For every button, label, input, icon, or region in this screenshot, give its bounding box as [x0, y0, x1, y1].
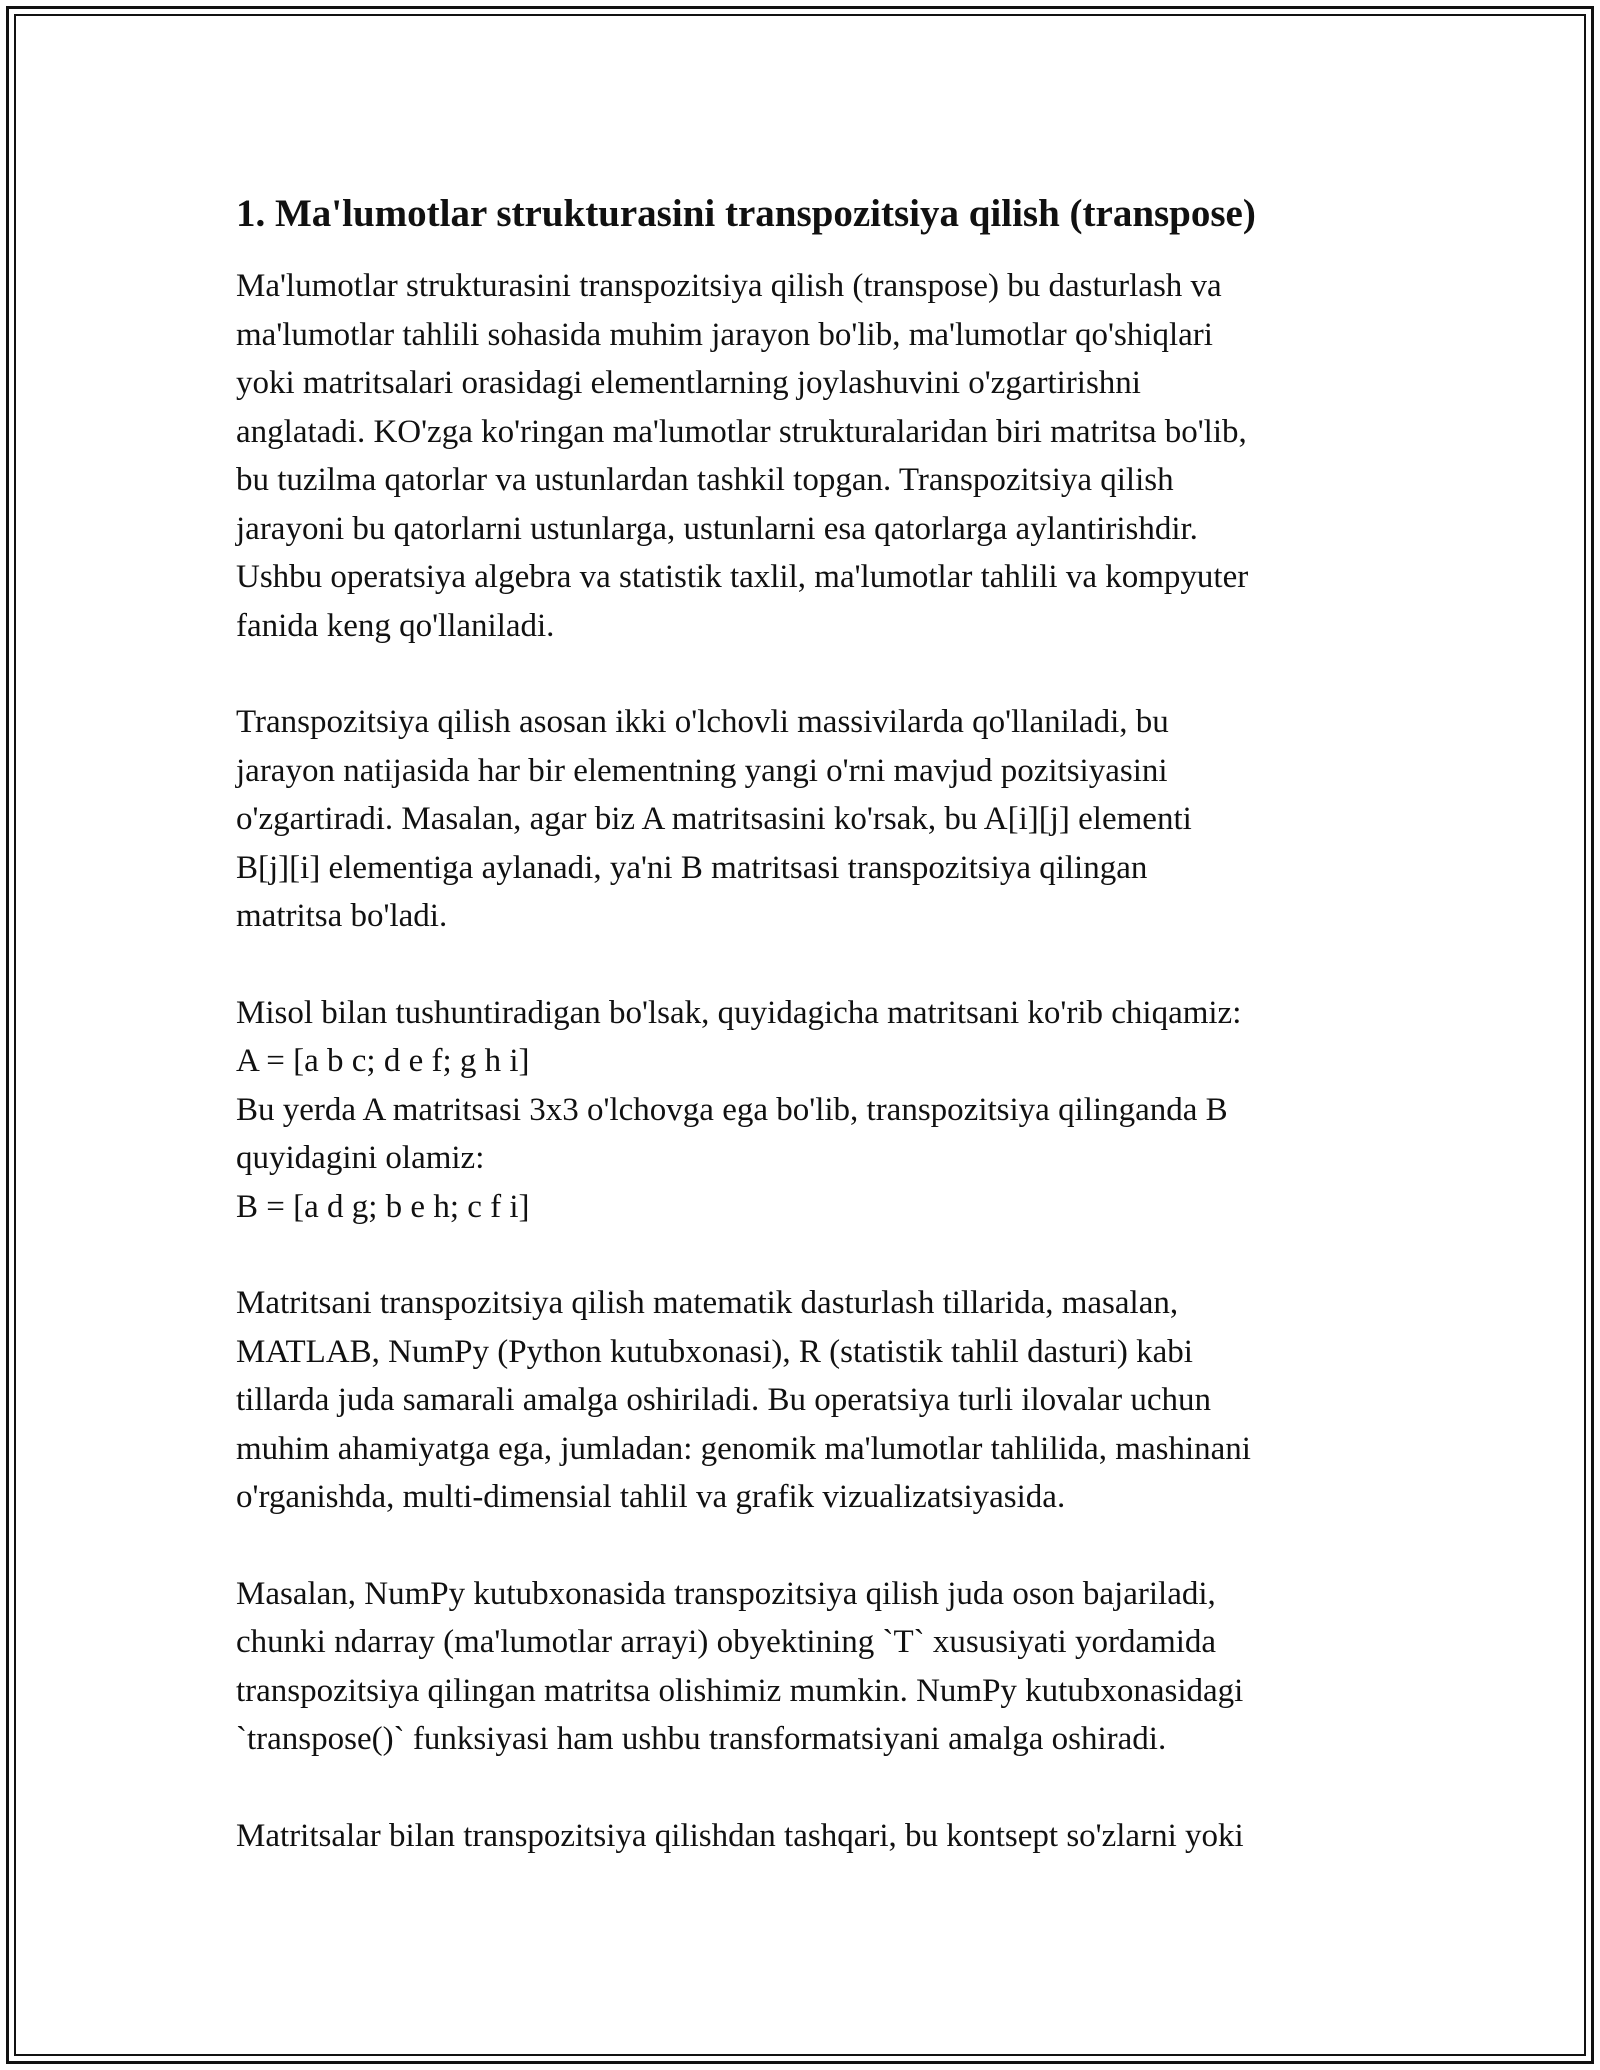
text-line: anglatadi. KO'zga ko'ringan ma'lumotlar strukturalaridan biri matritsa bo'lib, — [236, 413, 1247, 450]
text-line: B[j][i] elementiga aylanadi, ya'ni B matritsasi transpozitsiya qilingan — [236, 849, 1148, 886]
text-line: chunki ndarray (ma'lumotlar arrayi) obyektining `T` xususiyati yordamida — [236, 1624, 1217, 1660]
text-line: Bu yerda A matritsasi 3x3 o'lchovga ega bo'lib, transpozitsiya qilinganda B — [236, 1091, 1228, 1128]
text-line: MATLAB, NumPy (Python kutubxonasi), R (statistik tahlil dasturi) kabi — [236, 1333, 1193, 1370]
text-line: Matritsalar bilan transpozitsiya qilishdan tashqari, bu kontsept so'zlarni yoki — [236, 1817, 1244, 1854]
paragraph-3 — [236, 989, 1376, 1232]
text-line: Ushbu operatsiya algebra va statistik taxlil, ma'lumotlar tahlili va kompyuter — [236, 559, 1249, 595]
text-line: A = [a b c; d e f; g h i] — [236, 1043, 530, 1079]
text-line: fanida keng qo'llaniladi. — [236, 607, 555, 644]
section-heading: 1. Ma'lumotlar strukturasini transpozitsiya qilish (transpose) — [236, 192, 1256, 235]
text-line: transpozitsiya qilingan matritsa olishimiz mumkin. NumPy kutubxonasidagi — [236, 1672, 1244, 1709]
paragraph-container — [236, 262, 1376, 1860]
text-line: Masalan, NumPy kutubxonasida transpozitsiya qilish juda oson bajariladi, — [236, 1575, 1216, 1612]
text-line: jarayon natijasida har bir elementning yangi o'rni mavjud pozitsiyasini — [236, 752, 1168, 789]
text-line: muhim ahamiyatga ega, jumladan: genomik ma'lumotlar tahlilida, mashinani — [236, 1430, 1251, 1467]
text-line: yoki matritsalari orasidagi elementlarning joylashuvini o'zgartirishni — [236, 365, 1141, 401]
text-line: jarayoni bu qatorlarni ustunlarga, ustunlarni esa qatorlarga aylantirishdir. — [236, 510, 1198, 547]
text-line: Matritsani transpozitsiya qilish matematik dasturlash tillarida, masalan, — [236, 1285, 1179, 1321]
paragraph-5 — [236, 1570, 1376, 1764]
text-line: quyidagini olamiz: — [236, 1140, 485, 1176]
paragraph-4 — [236, 1279, 1376, 1522]
paragraph-6 — [236, 1812, 1376, 1861]
text-line: o'zgartiradi. Masalan, agar biz A matritsasini ko'rsak, bu A[i][j] elementi — [236, 801, 1192, 837]
paragraph-2 — [236, 698, 1376, 941]
text-line: Misol bilan tushuntiradigan bo'lsak, quyidagicha matritsani ko'rib chiqamiz: — [236, 994, 1242, 1031]
text-line: B = [a d g; b e h; c f i] — [236, 1188, 530, 1225]
text-line: `transpose()` funksiyasi ham ushbu transformatsiyani amalga oshiradi. — [236, 1721, 1167, 1757]
text-line: matritsa bo'ladi. — [236, 898, 448, 934]
text-line: ma'lumotlar tahlili sohasida muhim jarayon bo'lib, ma'lumotlar qo'shiqlari — [236, 316, 1213, 353]
text-line: Ma'lumotlar strukturasini transpozitsiya qilish (transpose) bu dasturlash va — [236, 268, 1222, 304]
paragraph-1 — [236, 262, 1376, 650]
text-line: bu tuzilma qatorlar va ustunlardan tashkil topgan. Transpozitsiya qilish — [236, 462, 1174, 498]
text-line: o'rganishda, multi-dimensial tahlil va grafik vizualizatsiyasida. — [236, 1479, 1066, 1515]
document-body — [236, 186, 1376, 1908]
text-line: Transpozitsiya qilish asosan ikki o'lchovli massivilarda qo'llaniladi, bu — [236, 704, 1169, 740]
text-line: tillarda juda samarali amalga oshiriladi. Bu operatsiya turli ilovalar uchun — [236, 1382, 1212, 1418]
